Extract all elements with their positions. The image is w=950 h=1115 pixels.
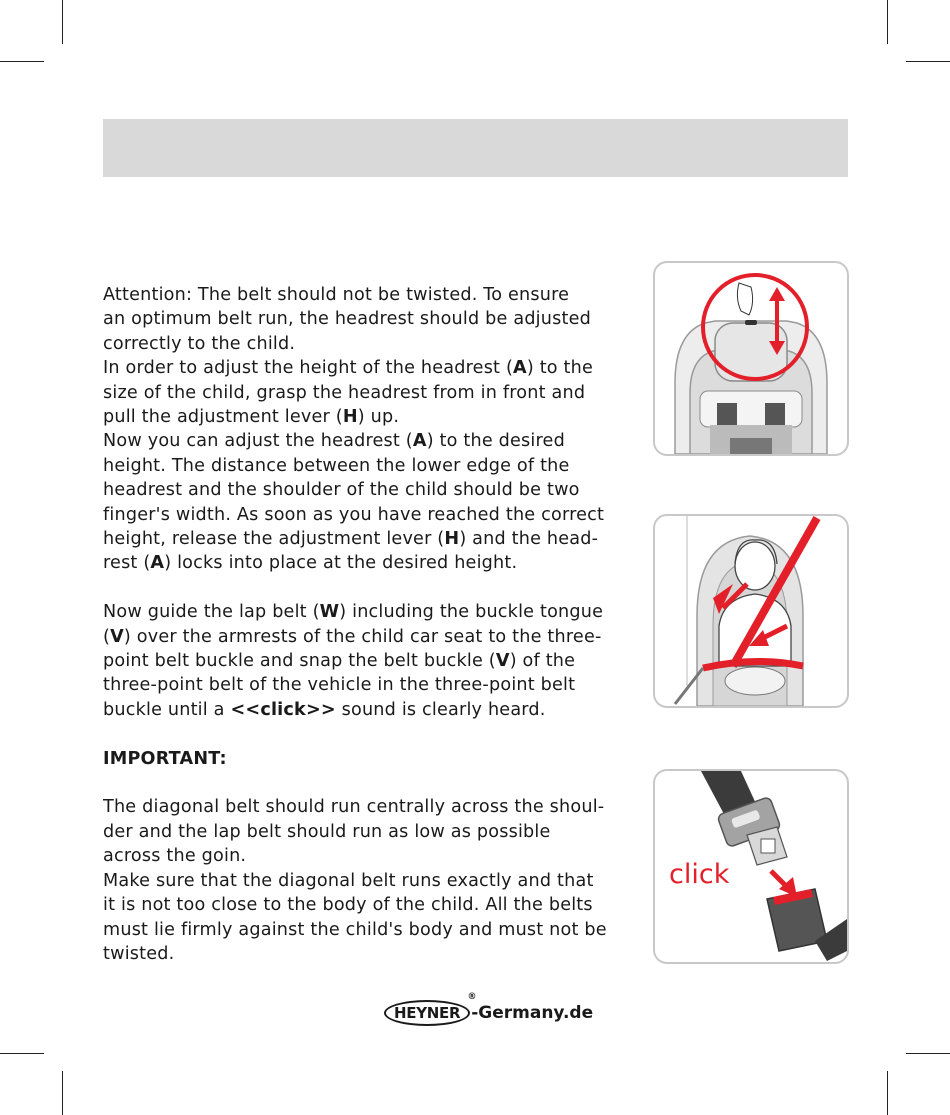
text-segment: The diagonal belt should run centrally across the shoul- xyxy=(103,797,605,818)
crop-mark xyxy=(906,1053,950,1054)
text-line xyxy=(103,698,638,722)
text-segment: twisted. xyxy=(103,943,175,964)
crop-mark xyxy=(62,1071,63,1115)
text-segment: sound is clearly heard. xyxy=(335,699,546,720)
text-line xyxy=(103,747,638,771)
bold-text: A xyxy=(513,358,527,379)
text-segment: height. The distance between the lower edge of the xyxy=(103,455,570,476)
bold-text: A xyxy=(150,553,165,574)
text-line xyxy=(103,478,638,502)
text-segment: ) including the buckle tongue xyxy=(339,602,604,623)
crop-mark xyxy=(906,61,950,62)
text-segment: three-point belt of the vehicle in the three-point belt xyxy=(103,675,576,696)
text-segment: correctly to the child. xyxy=(103,333,296,354)
buckle-figure xyxy=(653,769,849,964)
text-line xyxy=(103,283,638,307)
bold-text: H xyxy=(444,529,460,550)
bold-text: <<click>> xyxy=(230,699,336,720)
text-segment: Make sure that the diagonal belt runs exactly and that xyxy=(103,870,594,891)
bold-text: H xyxy=(342,407,358,428)
text-segment: In order to adjust the height of the headrest ( xyxy=(103,358,514,379)
text-segment: ) of the xyxy=(509,651,576,672)
text-line xyxy=(103,600,638,624)
text-segment: Now you can adjust the headrest ( xyxy=(103,431,413,452)
logo-registered-mark: ® xyxy=(467,992,477,1002)
text-segment: Attention: The belt should not be twisted. To ensure xyxy=(103,285,570,305)
click-label: click xyxy=(669,859,730,890)
logo-domain: -Germany.de xyxy=(471,1003,594,1023)
crop-mark xyxy=(887,1071,888,1115)
text-segment: it is not too close to the body of the child. All the belts xyxy=(103,895,593,916)
bold-text: A xyxy=(412,431,427,452)
text-line xyxy=(103,869,638,893)
crop-mark xyxy=(0,61,44,62)
paragraph-gap xyxy=(103,722,638,746)
text-segment: pull the adjustment lever ( xyxy=(103,407,343,428)
text-line xyxy=(103,307,638,331)
text-segment: ) up. xyxy=(357,407,400,428)
text-line xyxy=(103,942,638,966)
text-segment: point belt buckle and snap the belt buckle ( xyxy=(103,651,496,672)
crop-mark xyxy=(62,0,63,44)
headrest-figure xyxy=(653,261,849,456)
text-line xyxy=(103,918,638,942)
heyner-logo xyxy=(384,992,594,1030)
text-line xyxy=(103,429,638,453)
logo-brand: HEYNER xyxy=(394,1004,461,1022)
text-line xyxy=(103,332,638,356)
text-segment: ) over the armrests of the child car seat to the three- xyxy=(123,626,602,647)
text-segment: height, release the adjustment lever ( xyxy=(103,529,445,550)
text-segment: finger's width. As soon as you have reached the correct xyxy=(103,504,605,525)
section-header-bar xyxy=(103,119,848,177)
text-segment: an optimum belt run, the headrest should be adjusted xyxy=(103,309,591,330)
text-line xyxy=(103,527,638,551)
logo-brand-oval xyxy=(384,992,477,1026)
text-segment: headrest and the shoulder of the child should be two xyxy=(103,480,580,501)
bold-text: IMPORTANT: xyxy=(103,748,227,769)
bold-text: V xyxy=(495,651,510,672)
text-line xyxy=(103,405,638,429)
text-segment: rest ( xyxy=(103,553,151,574)
text-line xyxy=(103,649,638,673)
text-segment: der and the lap belt should run as low as possible xyxy=(103,821,551,842)
crop-mark xyxy=(0,1053,44,1054)
text-line xyxy=(103,503,638,527)
text-segment: Now guide the lap belt ( xyxy=(103,602,320,623)
text-segment: size of the child, grasp the headrest from in front and xyxy=(103,382,586,403)
bold-text: W xyxy=(319,602,340,623)
text-line xyxy=(103,673,638,697)
text-line xyxy=(103,625,638,649)
text-segment: ) locks into place at the desired height. xyxy=(164,553,518,574)
text-line xyxy=(103,356,638,380)
text-segment: must lie firmly against the child's body and must not be xyxy=(103,919,607,940)
text-line xyxy=(103,454,638,478)
text-segment: ) and the head- xyxy=(459,529,599,550)
text-line xyxy=(103,795,638,819)
text-segment: ) to the xyxy=(526,358,594,379)
text-segment: across the goin. xyxy=(103,846,247,867)
text-line xyxy=(103,381,638,405)
text-segment: buckle until a xyxy=(103,699,231,720)
bold-text: V xyxy=(110,626,124,647)
text-line xyxy=(103,551,638,575)
instruction-text xyxy=(103,283,638,966)
crop-mark xyxy=(887,0,888,44)
text-segment: ( xyxy=(103,626,111,647)
text-line xyxy=(103,893,638,917)
paragraph-gap xyxy=(103,576,638,600)
paragraph-gap xyxy=(103,771,638,795)
text-segment: ) to the desired xyxy=(426,431,565,452)
text-line xyxy=(103,844,638,868)
text-line xyxy=(103,820,638,844)
child-belt-figure xyxy=(653,514,849,708)
